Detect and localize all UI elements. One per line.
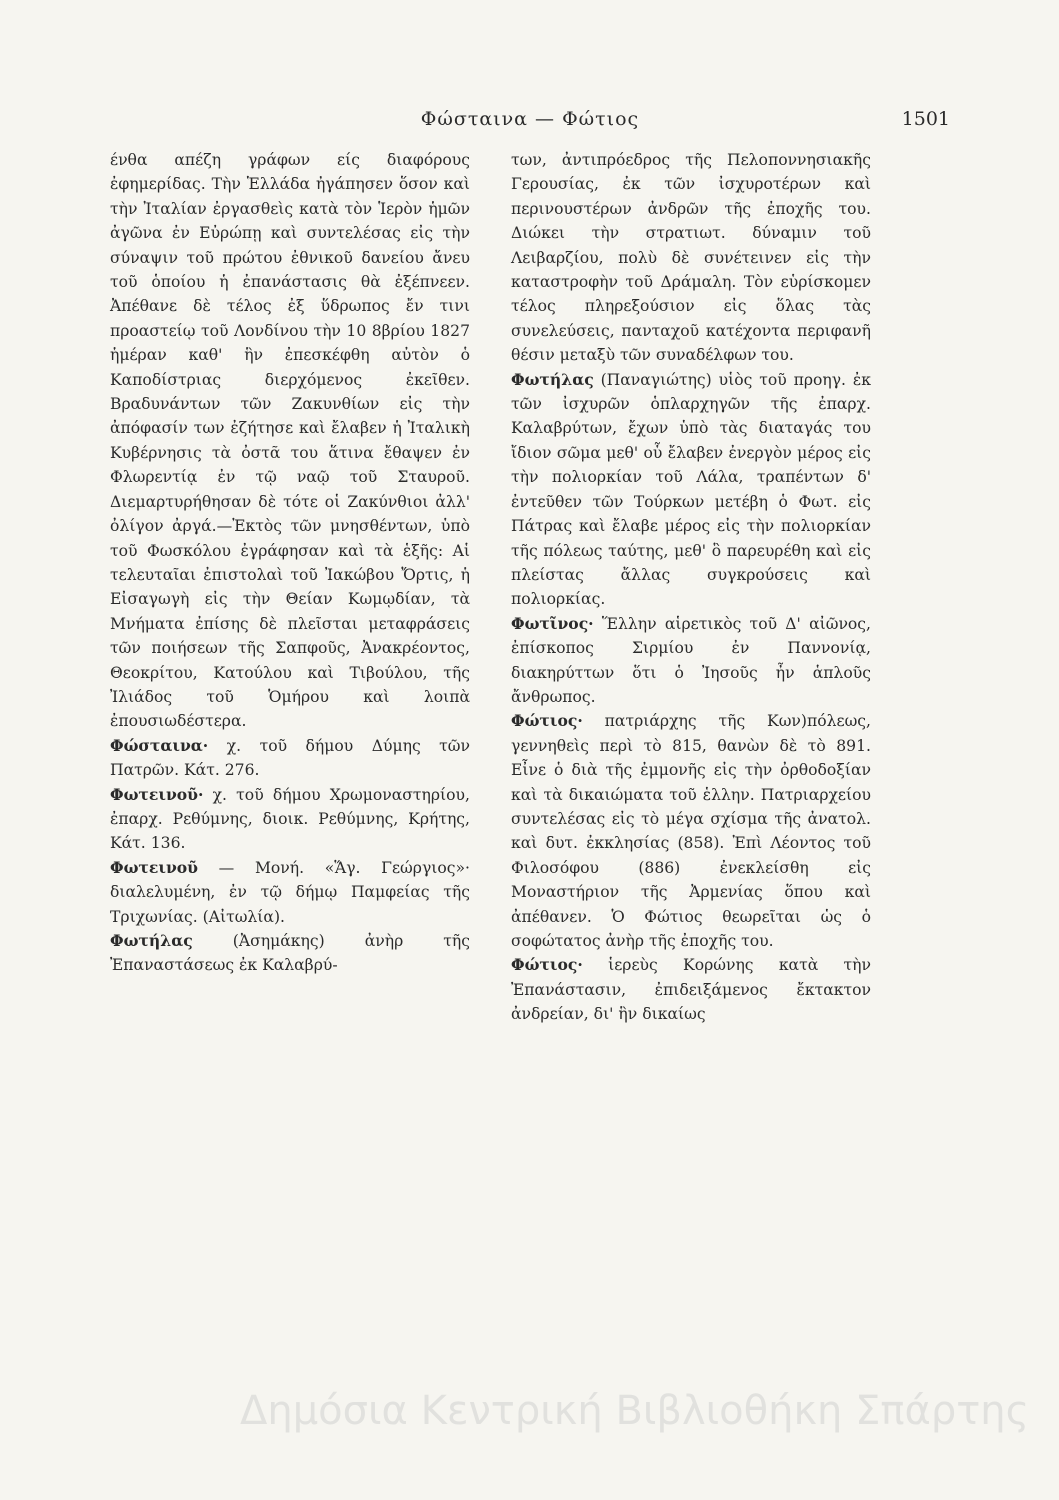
- paragraph: [511, 148, 871, 368]
- entry-fostaina: [110, 734, 470, 783]
- entry-headword: Φωτεινοῦ·: [110, 784, 204, 804]
- entry-text: — Μονή. «Ἅγ. Γεώργιος»· διαλελυμένη, ἐν τῷ δήμῳ Παμφείας τῆς Τριχωνίας. (Αἰτωλία).: [110, 858, 470, 926]
- entry-headword: Φωτήλας: [110, 931, 193, 950]
- entry-headword: Φωτεινοῦ: [110, 857, 198, 877]
- entry-foteinou-moni: [110, 856, 470, 929]
- library-watermark: Δημόσια Κεντρική Βιβλιοθήκη Σπάρτης: [240, 1388, 1030, 1434]
- entry-headword: Φωτῖνος·: [511, 613, 594, 633]
- entry-fotilas-panagiotis: [511, 368, 871, 612]
- entry-text: Ἕλλην αἱρετικὸς τοῦ Δ' αἰῶνος, ἐπίσκοπος Σιρμίου ἐν Παννονίᾳ, διακηρύττων ὅτι ὁ Ἰησοῦς ἦν ἁπλοῦς ἄνθρωπος.: [511, 614, 871, 706]
- entry-text: (Παναγιώτης) υἱὸς τοῦ προηγ. ἐκ τῶν ἰσχυρῶν ὁπλαρχηγῶν τῆς ἐπαρχ. Καλαβρύτων, ἔχων ὑπὸ τὰς διαταγάς του ἴδιον σῶμα μεθ' οὗ ἔλαβεν ἐνεργὸν μέρος εἰς τὴν πολιορκίαν τοῦ Λάλα, τραπέντων δ' ἐντεῦθεν τῶν Τούρκων μετέβη ὁ Φωτ. εἰς Πάτρας καὶ ἔλαβε μέρος εἰς τὴν πολιορκίαν τῆς πόλεως ταύτης, μεθ' ὃ παρευρέθη καὶ εἰς πλείστας ἄλλας συγκρούσεις καὶ πολιορκίας.: [511, 370, 871, 609]
- entry-headword: Φώτιος·: [511, 711, 583, 731]
- entry-text: πατριάρχης τῆς Κων)πόλεως, γεννηθεὶς περὶ τὸ 815, θανὼν δὲ τὸ 891. Εἶνε ὁ διὰ τῆς ἐμμονῆς εἰς τὴν ὀρθοδοξίαν καὶ τὰ δικαιώματα τοῦ ἑλλην. Πατριαρχείου συντελέσας εἰς τὸ μέγα σχίσμα τῆς ἀνατολ. καὶ δυτ. ἐκκλησίας (858). Ἐπὶ Λέοντος τοῦ Φιλοσόφου (886) ἐνεκλείσθη εἰς Μοναστήριον τῆς Ἀρμενίας ὅπου καὶ ἀπέθανεν. Ὁ Φώτιος θεωρεῖται ὡς ὁ σοφώτατος ἀνὴρ τῆς ἐποχῆς του.: [511, 712, 871, 950]
- entry-fotios-patriarch: [511, 709, 871, 953]
- entry-headword: Φώσταινα·: [110, 735, 209, 755]
- running-title: Φώσταινα — Φώτιος: [420, 108, 640, 130]
- left-column: [110, 148, 470, 978]
- paragraph-text: ένθα απέζη γράφων είς διαφόρους ἐφημερίδας. Τὴν Ἑλλάδα ἠγάπησεν ὅσον καὶ τὴν Ἰταλίαν ἐργασθεὶς κατὰ τὸν Ἱερὸν ἡμῶν ἀγῶνα ἐν Εὐρώπῃ καὶ συντελέσας εἰς τὴν σύναψιν τοῦ πρώτου ἐθνικοῦ δανείου ἄνευ τοῦ ὁποίου ἡ ἐπανάστασις θὰ ἐξέπνεεν. Ἀπέθανε δὲ τέλος ἐξ ὕδρωπος ἔν τινι προαστείῳ τοῦ Λονδίνου τὴν 10 8βρίου 1827 ἡμέραν καθ' ἣν ἐπεσκέφθη αὐτὸν ὁ Καποδίστριας διερχόμενος ἐκεῖθεν. Βραδυνάντων τῶν Ζακυνθίων εἰς τὴν ἀπόφασίν των ἐζήτησε καὶ ἔλαβεν ἡ Ἰταλικὴ Κυβέρνησις τὰ ὀστᾶ του ἅτινα ἔθαψεν ἐν Φλωρεντίᾳ ἐν τῷ ναῷ τοῦ Σταυροῦ. Διεμαρτυρήθησαν δὲ τότε οἱ Ζακύνθιοι ἀλλ' ὀλίγον ἀργά.—Ἐκτὸς τῶν μνησθέντων, ὑπὸ τοῦ Φωσκόλου ἐγράφησαν καὶ τὰ ἑξῆς: Αἱ τελευταῖαι ἐπιστολαὶ τοῦ Ἰακώβου Ὄρτις, ἡ Εἰσαγωγὴ εἰς τὴν Θείαν Κωμῳδίαν, τὰ Μνήματα ἐπίσης δὲ πλεῖσται μεταφράσεις τῶν ποιήσεων τῆς Σαπφοῦς, Ἀνακρέοντος, Θεοκρίτου, Κατούλου καὶ Τιβούλου, τῆς Ἰλιάδος τοῦ Ὁμήρου καὶ λοιπὰ ἐπουσιωδέστερα.: [110, 151, 470, 731]
- entry-text: ἱερεὺς Κορώνης κατὰ τὴν Ἐπανάστασιν, ἐπιδειξάμενος ἔκτακτον ἀνδρείαν, δι' ἣν δικαίως: [511, 956, 871, 1024]
- page-number: 1501: [901, 108, 950, 130]
- paragraph: [110, 148, 470, 734]
- right-column: [511, 148, 871, 1027]
- entry-foteinou: [110, 783, 470, 856]
- entry-fotinos: [511, 612, 871, 710]
- entry-fotios-priest: [511, 953, 871, 1026]
- entry-text: (Ἀσημάκης) ἀνὴρ τῆς Ἐπαναστάσεως ἐκ Καλαβρύ-: [110, 932, 470, 975]
- entry-fotilas-asimakis: [110, 929, 470, 978]
- entry-text: χ. τοῦ δήμου Δύμης τῶν Πατρῶν. Κάτ. 276.: [110, 736, 470, 780]
- entry-text: χ. τοῦ δήμου Χρωμοναστηρίου, ἐπαρχ. Ρεθύμνης, διοικ. Ρεθύμνης, Κρήτης, Κάτ. 136.: [110, 785, 470, 853]
- page-header: [110, 100, 950, 140]
- entry-headword: Φωτήλας: [511, 369, 594, 389]
- entry-headword: Φώτιος·: [511, 955, 583, 975]
- paragraph-text: των, ἀντιπρόεδρος τῆς Πελοποννησιακῆς Γερουσίας, ἐκ τῶν ἰσχυροτέρων καὶ περινουστέρων ἀνδρῶν τῆς ἐποχῆς του. Διώκει τὴν στρατιωτ. δύναμιν τοῦ Λειβαρζίου, πολὺ δὲ συνέτεινεν εἰς τὴν καταστροφὴν τοῦ Δράμαλη. Τὸν εὑρίσκομεν τέλος πληρεξούσιον εἰς ὅλας τὰς συνελεύσεις, πανταχοῦ κατέχοντα περιφανῆ θέσιν μεταξὺ τῶν συναδέλφων του.: [511, 151, 871, 365]
